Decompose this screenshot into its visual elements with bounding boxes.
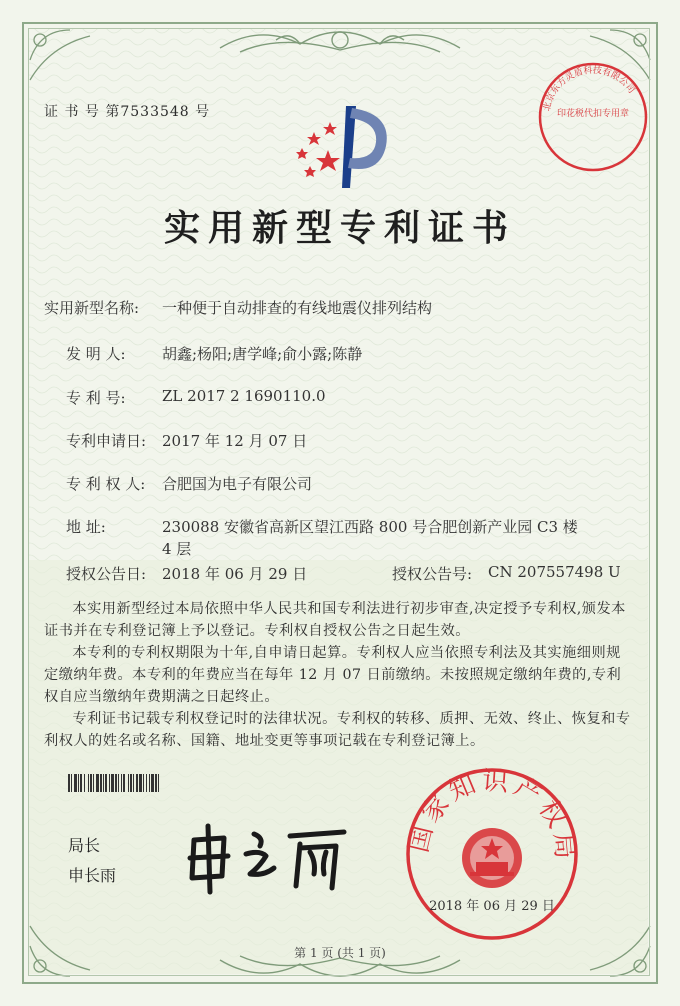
patent-owner-label: 专 利 权 人: [66,475,146,493]
inventor-value: 胡鑫;杨阳;唐学峰;俞小露;陈静 [162,345,363,363]
patent-office-logo [288,96,398,192]
utility-model-name-label: 实用新型名称: [44,299,140,317]
address-line-2: 4 层 [162,540,192,558]
tax-stamp-seal [536,60,650,174]
barcode-bar [159,774,161,792]
handwritten-signature [180,818,360,898]
national-emblem [462,828,522,888]
address-label: 地 址: [66,518,106,536]
body-paragraph-1: 本实用新型经过本局依照中华人民共和国专利法进行初步审查,决定授予专利权,颁发本证书并在专利登记簿上予以登记。专利权自授权公告之日起生效。 [44,601,626,639]
grant-date-label: 授权公告日: [66,565,147,583]
barcode [68,774,286,792]
tax-seal-center-text: 印花税代扣专用章 [556,109,630,119]
patent-number-value: ZL 2017 2 1690110.0 [162,387,326,405]
utility-model-name-value: 一种便于自动排查的有线地震仪排列结构 [162,299,433,317]
address-line-1: 230088 安徽省高新区望江西路 800 号合肥创新产业园 C3 楼 [162,518,578,536]
national-ip-office-seal [404,766,580,942]
page-number: 第 1 页 (共 1 页) [294,946,386,960]
grant-number-value: CN 207557498 U [488,563,621,581]
grant-date-value: 2018 年 06 月 29 日 [162,565,308,583]
application-date-value: 2017 年 12 月 07 日 [162,432,308,450]
application-date-label: 专利申请日: [66,432,147,450]
certificate-number: 证 书 号 第7533548 号 [44,104,211,120]
body-paragraph-2: 本专利的专利权期限为十年,自申请日起算。专利权人应当依照专利法及其实施细则规定缴纳年费。本专利的年费应当在每年 12 月 07 日前缴纳。未按照规定缴纳年费的,专利权自应当缴纳年费期满之日起终止。 [44,645,622,705]
page-title: 实用新型专利证书 [163,207,516,249]
director-title: 局长 [68,836,101,855]
inventor-label: 发 明 人: [66,345,126,363]
patent-number-label: 专 利 号: [66,389,126,407]
svg-text:国家知识产权局: 国家知识产权局 [404,766,580,865]
svg-text:北京东方灵盾科技有限公司: 北京东方灵盾科技有限公司 [542,65,637,113]
patent-owner-value: 合肥国为电子有限公司 [162,475,313,493]
director-name: 申长雨 [68,866,117,885]
seal-date: 2018 年 06 月 29 日 [429,899,555,914]
body-paragraph-3: 专利证书记载专利权登记时的法律状况。专利权的转移、质押、无效、终止、恢复和专利权人的姓名或名称、国籍、地址变更等事项记载在专利登记簿上。 [44,711,631,749]
grant-number-label: 授权公告号: [392,565,473,583]
